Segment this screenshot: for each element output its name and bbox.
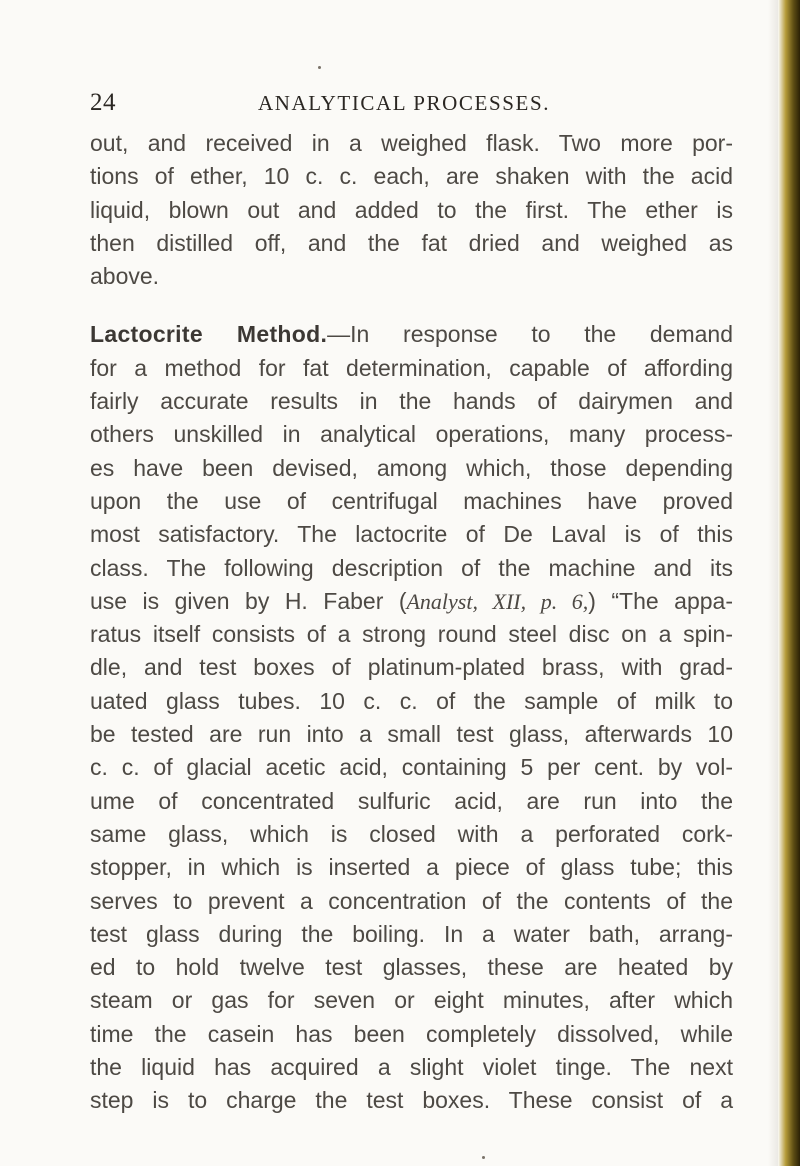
text-line: ume of concentrated sulfuric acid, are run into the bbox=[90, 787, 733, 814]
text-line: others unskilled in analytical operations, many process- bbox=[90, 421, 733, 448]
text-line: most satisfactory. The lactocrite of De Laval is of this bbox=[90, 521, 733, 548]
text-line: tions of ether, 10 c. c. each, are shaken with the acid bbox=[90, 163, 733, 190]
paragraph bbox=[90, 127, 733, 293]
heading-continuation: —In response to the demand bbox=[327, 321, 733, 348]
text-line: class. The following description of the machine and its bbox=[90, 554, 733, 581]
text-line: be tested are run into a small test glass, afterwards 10 bbox=[90, 721, 733, 748]
text-line: for a method for fat determination, capable of affording bbox=[90, 354, 733, 381]
text-line: ratus itself consists of a strong round steel disc on a spin- bbox=[90, 621, 733, 648]
text-line: the liquid has acquired a slight violet tinge. The next bbox=[90, 1054, 733, 1081]
text-line: fairly accurate results in the hands of dairymen and bbox=[90, 388, 733, 415]
text-line: c. c. of glacial acetic acid, containing 5 per cent. by vol- bbox=[90, 754, 733, 781]
paper-speck bbox=[318, 66, 321, 69]
text-line: stopper, in which is inserted a piece of glass tube; this bbox=[90, 854, 733, 881]
text-line: test glass during the boiling. In a water bath, arrang- bbox=[90, 920, 733, 947]
body-text bbox=[90, 127, 733, 1118]
citation-reference: Analyst, XII, p. 6, bbox=[406, 588, 589, 614]
running-head: ANALYTICAL PROCESSES. bbox=[258, 91, 551, 115]
text-line bbox=[90, 318, 733, 351]
book-binding-edge bbox=[778, 0, 800, 1166]
text-line: above. bbox=[90, 263, 160, 290]
text-line: upon the use of centrifugal machines have proved bbox=[90, 487, 733, 514]
text-line bbox=[90, 585, 733, 618]
quote-opening: ) “The appa- bbox=[588, 587, 733, 614]
paragraph-spacer bbox=[90, 293, 733, 318]
text-line: same glass, which is closed with a perforated cork- bbox=[90, 820, 733, 847]
text-line: uated glass tubes. 10 c. c. of the sample of milk to bbox=[90, 687, 733, 714]
text-line: step is to charge the test boxes. These consist of a bbox=[90, 1087, 733, 1114]
text-line: time the casein has been completely dissolved, while bbox=[90, 1020, 733, 1047]
text-line: liquid, blown out and added to the first. The ether is bbox=[90, 196, 733, 223]
text-line: steam or gas for seven or eight minutes, after which bbox=[90, 987, 733, 1014]
text-line: dle, and test boxes of platinum-plated brass, with grad- bbox=[90, 654, 733, 681]
page-header bbox=[90, 88, 730, 118]
paper-speck bbox=[482, 1156, 485, 1159]
paragraph bbox=[90, 318, 733, 1117]
text-line: es have been devised, among which, those depending bbox=[90, 454, 733, 481]
page-number: 24 bbox=[90, 89, 116, 116]
section-heading: Lactocrite Method. bbox=[90, 321, 328, 348]
text-line: then distilled off, and the fat dried and weighed as bbox=[90, 229, 733, 256]
text-line: ed to hold twelve test glasses, these are heated by bbox=[90, 954, 733, 981]
text-line: out, and received in a weighed flask. Two more por- bbox=[90, 130, 733, 156]
citation-lead-in: use is given by H. Faber ( bbox=[90, 587, 407, 614]
binding-shadow bbox=[768, 0, 778, 1166]
text-line: serves to prevent a concentration of the contents of the bbox=[90, 887, 733, 914]
